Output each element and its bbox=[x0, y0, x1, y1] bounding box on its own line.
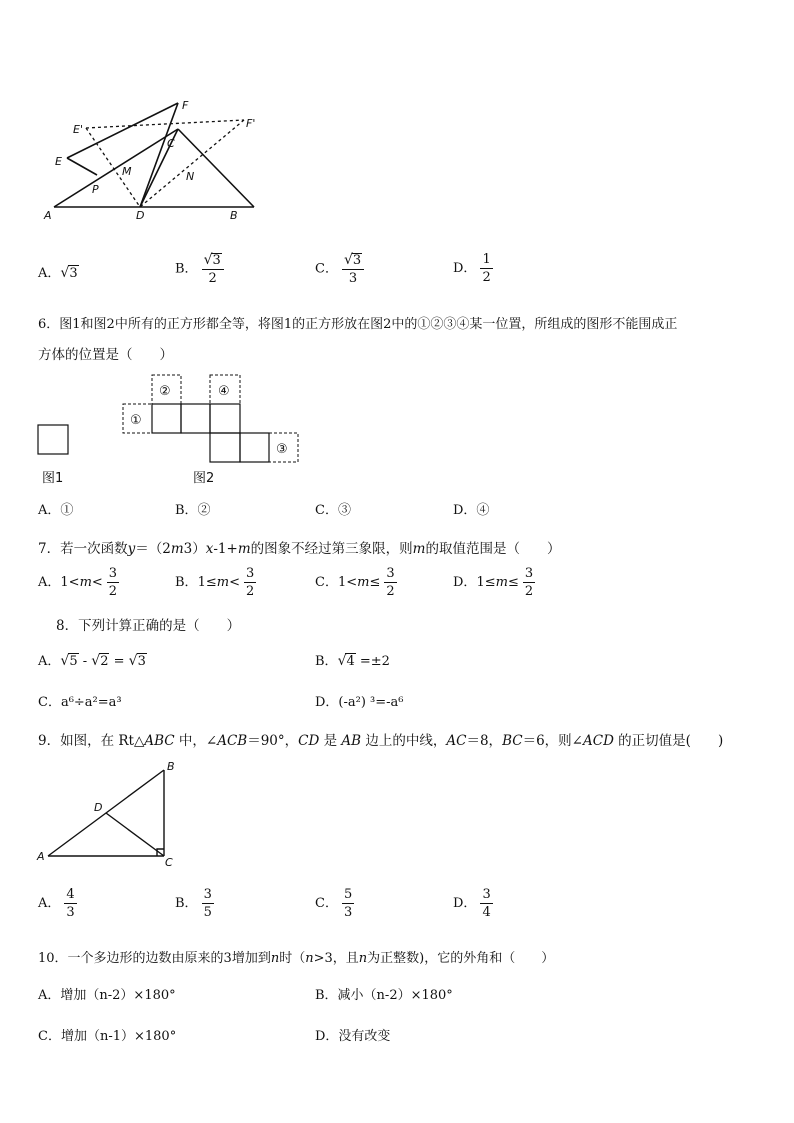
option-label: A． bbox=[38, 266, 61, 281]
numerator: 3 bbox=[203, 887, 212, 902]
fraction bbox=[244, 567, 256, 598]
fraction bbox=[480, 253, 492, 284]
var-m: m bbox=[237, 541, 251, 557]
q10-option-c: C．增加（n-1）×180° bbox=[38, 1029, 177, 1044]
label-D: D bbox=[136, 209, 145, 222]
option-label: B． bbox=[315, 654, 338, 669]
numerator: 3 bbox=[386, 566, 395, 581]
q7-option-a bbox=[38, 567, 119, 598]
var-m: m bbox=[412, 541, 426, 557]
text: ＝90°， bbox=[247, 733, 299, 749]
var-m: m bbox=[357, 575, 370, 590]
q7-text bbox=[38, 537, 560, 557]
option-label: B． bbox=[175, 261, 198, 277]
q5-figure bbox=[40, 95, 270, 225]
radicand: 4 bbox=[346, 654, 355, 669]
figure-1-caption: 图1 bbox=[42, 471, 64, 486]
cell-2-label: ② bbox=[159, 384, 171, 399]
var-m: m bbox=[79, 575, 92, 590]
label-P: P bbox=[92, 183, 99, 196]
text: 3） bbox=[183, 541, 206, 557]
text: 的取值范围是（ ） bbox=[425, 541, 561, 557]
relation: < bbox=[229, 575, 240, 590]
fraction bbox=[64, 888, 76, 919]
denominator: 2 bbox=[108, 584, 118, 599]
option-label: A． bbox=[38, 896, 61, 911]
q9-figure bbox=[34, 756, 194, 871]
label-A: A bbox=[44, 209, 52, 222]
text: 7．若一次函数 bbox=[38, 541, 128, 557]
text: 是 bbox=[319, 733, 342, 749]
fraction bbox=[202, 888, 214, 919]
label-E-prime: E' bbox=[73, 123, 83, 136]
q8-option-b: B．√4 =±2 bbox=[315, 653, 390, 669]
label-C: C bbox=[167, 137, 175, 150]
numerator: 3 bbox=[212, 253, 221, 268]
numerator: 4 bbox=[66, 887, 75, 902]
option-label: D． bbox=[453, 575, 477, 590]
option-label: C． bbox=[315, 261, 338, 277]
q10-option-b: B．减小（n-2）×180° bbox=[315, 988, 453, 1003]
label-A: A bbox=[37, 850, 45, 863]
option-label: C． bbox=[315, 575, 338, 590]
radicand: 5 bbox=[69, 654, 78, 669]
q8-option-d: D．(-a²) ³=-a⁶ bbox=[315, 695, 404, 710]
text: 9．如图，在 Rt△ bbox=[38, 733, 145, 749]
figure-2-caption: 图2 bbox=[193, 471, 215, 486]
option-label: A． bbox=[38, 654, 61, 669]
q8-option-a: A．√5 - √2 = √3 bbox=[38, 653, 146, 669]
label-F: F bbox=[182, 99, 189, 112]
text: 10．一个多边形的边数由原来的3增加到 bbox=[38, 951, 271, 966]
var-m: m bbox=[216, 575, 230, 590]
option-label: B． bbox=[175, 896, 198, 911]
fraction bbox=[480, 888, 492, 919]
radicand: 2 bbox=[100, 654, 109, 669]
fraction: $\frac{√3}{2}$ bbox=[202, 253, 224, 285]
numerator: 3 bbox=[108, 566, 118, 581]
cell-4-label: ④ bbox=[218, 384, 230, 399]
text: 边上的中线， bbox=[361, 733, 447, 749]
denominator: 2 bbox=[482, 270, 491, 285]
text: 的图象不经过第三象限，则 bbox=[250, 541, 413, 557]
option-label: D． bbox=[453, 896, 477, 911]
numerator: 3 bbox=[245, 566, 255, 581]
text: ＝6，则∠ bbox=[522, 733, 583, 749]
var: AB bbox=[341, 733, 362, 749]
denominator: 2 bbox=[386, 584, 395, 599]
var-n: n bbox=[270, 951, 280, 966]
text: 1≤ bbox=[476, 575, 496, 590]
option-label: D． bbox=[453, 261, 477, 276]
text: ＝8， bbox=[466, 733, 503, 749]
numerator: 5 bbox=[343, 887, 353, 902]
text: 1≤ bbox=[197, 575, 217, 590]
operator: - bbox=[78, 654, 92, 669]
q5-option-c bbox=[315, 253, 364, 285]
label-B: B bbox=[230, 209, 238, 222]
q7-option-d bbox=[453, 567, 535, 598]
fraction bbox=[342, 888, 354, 919]
numerator: 3 bbox=[352, 253, 362, 268]
label-C: C bbox=[165, 856, 173, 869]
denominator: 2 bbox=[524, 584, 534, 599]
var-m: m bbox=[495, 575, 508, 590]
q8-option-c: C．a⁶÷a²=a³ bbox=[38, 695, 122, 710]
q10-option-d: D．没有改变 bbox=[315, 1029, 391, 1044]
cell-3-label: ③ bbox=[276, 442, 288, 457]
fraction: $\frac{√3}{3}$ bbox=[342, 253, 364, 285]
q6-option-d: D．④ bbox=[453, 503, 490, 518]
fraction bbox=[384, 567, 396, 598]
denominator: 3 bbox=[348, 271, 358, 286]
q9-option-c bbox=[315, 888, 354, 919]
var-y: y bbox=[127, 541, 136, 557]
denominator: 2 bbox=[245, 584, 255, 599]
q6-option-c: C．③ bbox=[315, 503, 351, 518]
denominator: 5 bbox=[203, 905, 212, 920]
radicand: 3 bbox=[137, 654, 146, 669]
numerator: 1 bbox=[482, 252, 491, 267]
text: 的正切值是( ) bbox=[613, 733, 724, 749]
q9-text bbox=[38, 729, 723, 749]
q9-option-d bbox=[453, 888, 493, 919]
label-D: D bbox=[94, 801, 103, 814]
text: 中，∠ bbox=[174, 733, 218, 749]
label-F-prime: F' bbox=[246, 117, 256, 130]
label-B: B bbox=[167, 760, 175, 773]
q6-option-b: B．② bbox=[175, 503, 211, 518]
q6-option-a: A．① bbox=[38, 503, 74, 518]
q6-figure bbox=[30, 370, 310, 490]
relation: ≤ bbox=[507, 575, 519, 590]
denominator: 3 bbox=[343, 905, 353, 920]
cell-1-label: ① bbox=[130, 413, 142, 428]
text: 时（ bbox=[279, 951, 306, 966]
q8-text: 8．下列计算正确的是（ ） bbox=[56, 618, 241, 634]
q5-option-b bbox=[175, 253, 224, 285]
var: ACB bbox=[217, 733, 248, 749]
operator: = bbox=[109, 654, 129, 669]
q5-option-a: A．√3 bbox=[38, 265, 78, 281]
q7-option-b bbox=[175, 567, 256, 598]
q10-option-a: A．增加（n-2）×180° bbox=[38, 988, 176, 1003]
text: =±2 bbox=[355, 654, 390, 669]
var: CD bbox=[298, 733, 320, 749]
text: 1< bbox=[337, 575, 358, 590]
q6-text-line2: 方体的位置是（ ） bbox=[38, 347, 173, 363]
text: >3，且 bbox=[313, 951, 359, 966]
radicand: 3 bbox=[69, 266, 78, 281]
numerator: 3 bbox=[524, 566, 534, 581]
var-x: x bbox=[205, 541, 214, 557]
var: ABC bbox=[144, 733, 175, 749]
relation: < bbox=[91, 575, 103, 590]
q7-option-c bbox=[315, 567, 397, 598]
q9-option-a bbox=[38, 888, 77, 919]
q9-option-b bbox=[175, 888, 214, 919]
option-label: C． bbox=[315, 896, 338, 911]
fraction bbox=[523, 567, 535, 598]
relation: ≤ bbox=[369, 575, 381, 590]
option-label: A． bbox=[38, 575, 61, 590]
text: 1< bbox=[60, 575, 80, 590]
denominator: 4 bbox=[482, 905, 491, 920]
label-N: N bbox=[186, 170, 195, 183]
denominator: 3 bbox=[66, 905, 75, 920]
var-n: n bbox=[305, 951, 314, 966]
text: ＝（2 bbox=[135, 541, 171, 557]
option-label: B． bbox=[175, 575, 198, 590]
label-M: M bbox=[122, 165, 132, 178]
fraction bbox=[107, 567, 119, 598]
var-m: m bbox=[170, 541, 184, 557]
var: BC bbox=[502, 733, 523, 749]
var: AC bbox=[446, 733, 467, 749]
q10-text bbox=[38, 947, 554, 966]
var: ACD bbox=[582, 733, 614, 749]
text: -1+ bbox=[213, 541, 238, 557]
var-n: n bbox=[358, 951, 368, 966]
label-E: E bbox=[55, 155, 62, 168]
q5-option-d bbox=[453, 253, 493, 284]
denominator: 2 bbox=[208, 271, 217, 286]
text: 为正整数)，它的外角和（ ） bbox=[367, 951, 555, 966]
numerator: 3 bbox=[482, 887, 491, 902]
q6-text-line1: 6．图1和图2中所有的正方形都全等，将图1的正方形放在图2中的①②③④某一位置，所组成的图形不能围成正 bbox=[38, 317, 678, 332]
